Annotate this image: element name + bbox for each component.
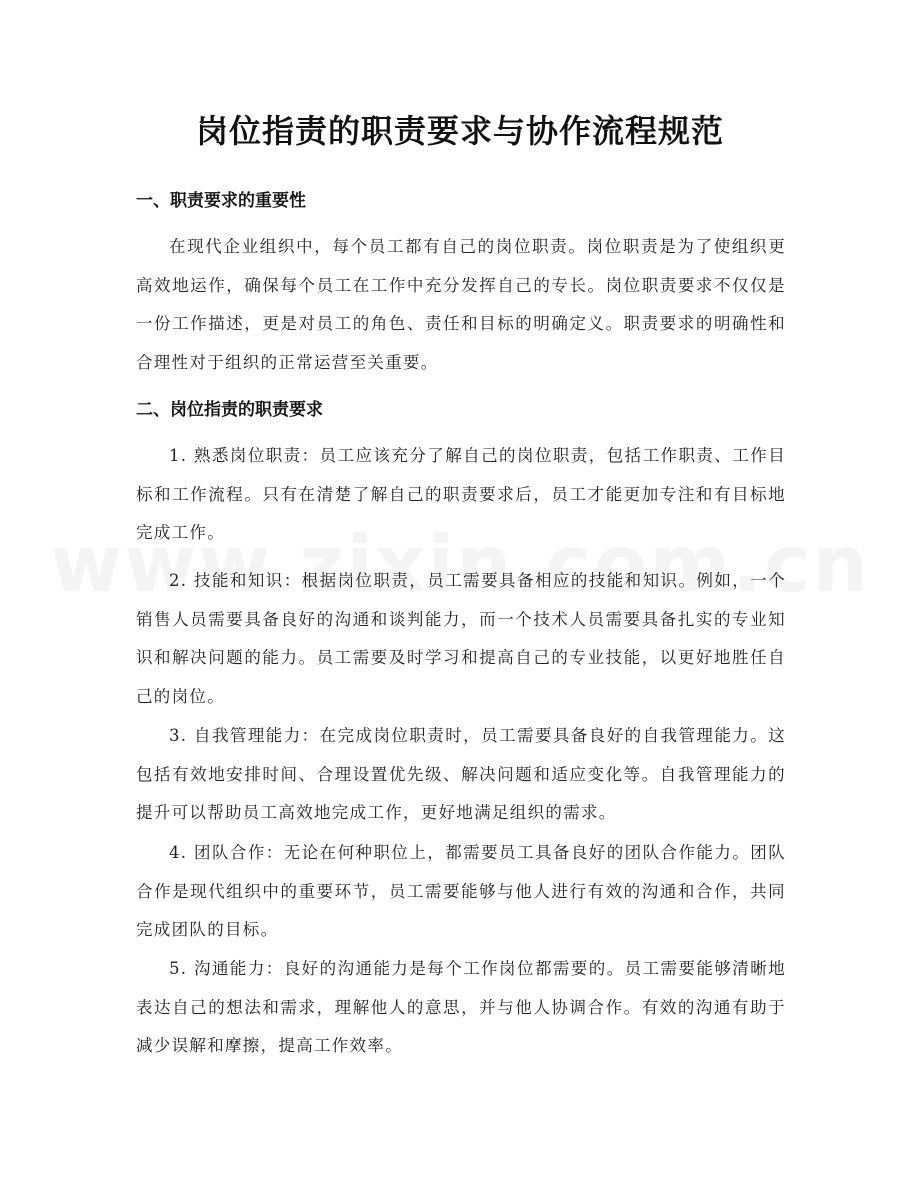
page-title: 岗位指责的职责要求与协作流程规范 [195, 112, 724, 150]
paragraph-item-4: 4. 团队合作：无论在何种职位上，都需要员工具备良好的团队合作能力。团队合作是现代组织中的重要环节，员工需要能够与他人进行有效的沟通和合作，共同完成团队的目标。 [136, 843, 786, 940]
section-heading-2: 二、岗位指责的职责要求 [136, 400, 323, 420]
paragraph-item-2: 2. 技能和知识：根据岗位职责，员工需要具备相应的技能和知识。例如，一个销售人员需要具备良好的沟通和谈判能力，而一个技术人员需要具备扎实的专业知识和解决问题的能力。员工需要及时学习和提高自己的专业技能，以更好地胜任自己的岗位。 [136, 571, 786, 706]
section-heading-1: 一、职责要求的重要性 [136, 191, 306, 211]
paragraph-item-3: 3. 自我管理能力：在完成岗位职责时，员工需要具备良好的自我管理能力。这包括有效地安排时间、合理设置优先级、解决问题和适应变化等。自我管理能力的提升可以帮助员工高效地完成工作，更好地满足组织的需求。 [136, 726, 786, 823]
paragraph-item-5: 5. 沟通能力：良好的沟通能力是每个工作岗位都需要的。员工需要能够清晰地表达自己的想法和需求，理解他人的意思，并与他人协调合作。有效的沟通有助于减少误解和摩擦，提高工作效率。 [136, 959, 786, 1056]
paragraph-importance: 在现代企业组织中，每个员工都有自己的岗位职责。岗位职责是为了使组织更高效地运作，确保每个员工在工作中充分发挥自己的专长。岗位职责要求不仅仅是一份工作描述，更是对员工的角色、责任和目标的明确定义。职责要求的明确性和合理性对于组织的正常运营至关重要。 [136, 237, 786, 372]
paragraph-item-1: 1. 熟悉岗位职责：员工应该充分了解自己的岗位职责，包括工作职责、工作目标和工作流程。只有在清楚了解自己的职责要求后，员工才能更加专注和有目标地完成工作。 [136, 446, 786, 543]
